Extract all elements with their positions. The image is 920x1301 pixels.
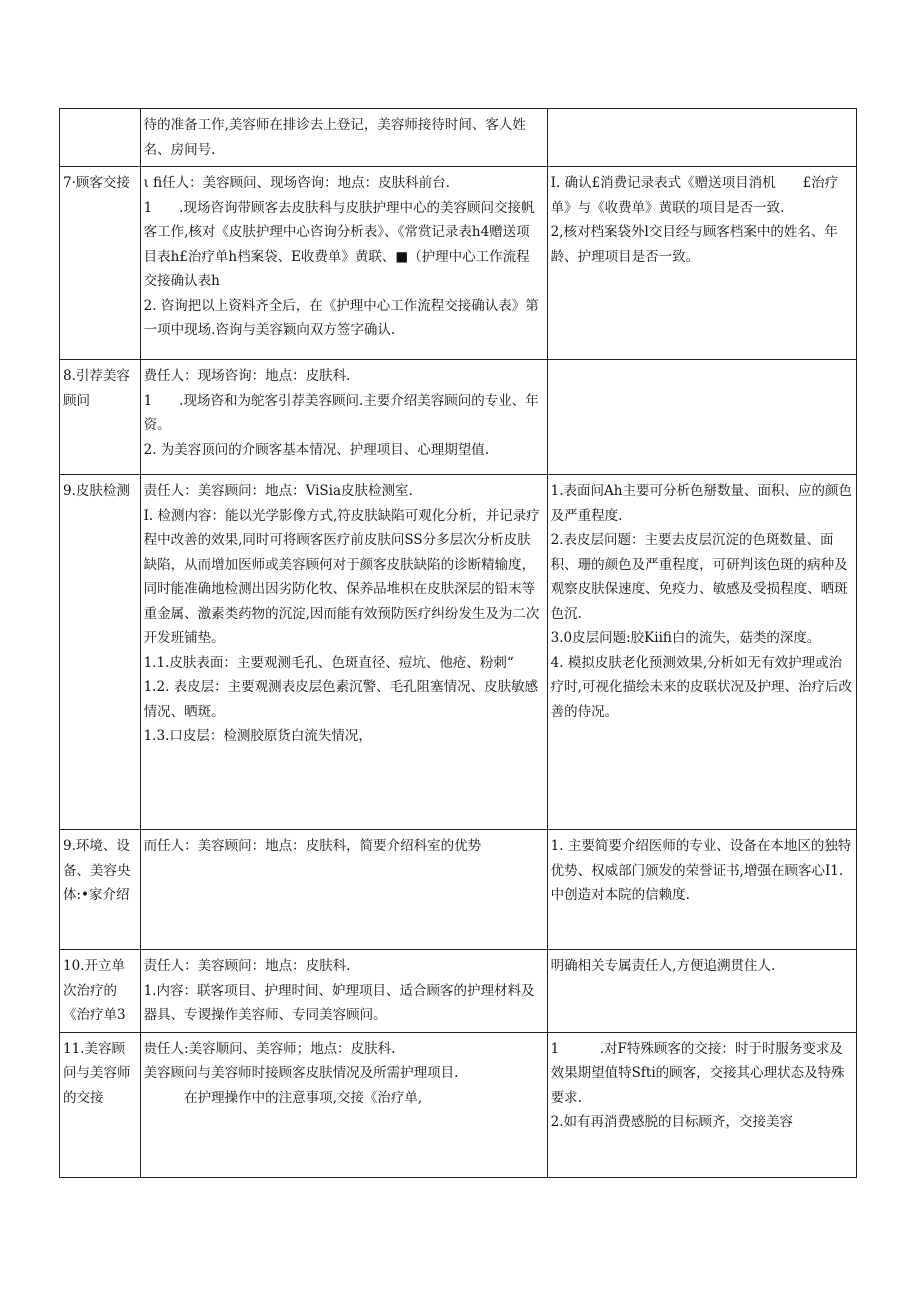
step-label: 10.开立单次治疗的《治疗单3	[63, 958, 126, 1023]
table-row	[60, 109, 857, 167]
process-line: 待的准备工作,美容师在排诊去上登记，美容师接待时间、客人姓名、房间号.	[143, 117, 526, 158]
table-row	[60, 830, 857, 950]
step-cell	[60, 1032, 141, 1177]
process-cell	[140, 109, 547, 167]
note-line: 2.表皮层问题：主要去皮层沉淀的色斑数量、面积、珊的颜色及严重程度，可研判该色斑的病种及观察皮肤保速度、免疫力、敏感及受损程度、晒斑色沉.	[550, 532, 848, 622]
process-line: 1.2. 表皮层：主要观测表皮层色素沉警、毛孔阻塞情况、皮肤敏感情况、晒斑。	[143, 679, 539, 720]
process-cell	[140, 1032, 547, 1177]
step-label: 7·顾客交接	[63, 175, 130, 191]
step-cell	[60, 167, 141, 360]
process-line: 1.1.皮肤表面：主要观测毛孔、色斑直径、痘坑、他疮、粉刺“	[143, 654, 514, 671]
step-cell	[60, 109, 141, 167]
process-cell	[140, 167, 547, 360]
step-cell	[60, 830, 141, 950]
note-line: 2.如有再消费感脱的目标顾齐，交接美容	[550, 1114, 794, 1130]
note-line: 明确相关专属责任人,方便追溯贯住人.	[550, 958, 776, 974]
notes-cell	[547, 830, 856, 950]
table-row	[60, 475, 857, 830]
note-line: 3.0皮层问题:胶Kiifi白的流失，菇类的深度。	[550, 630, 821, 646]
step-cell	[60, 360, 141, 475]
process-cell	[140, 830, 547, 950]
process-line: 而任人：美容顾问：地点：皮肤科，简要介绍科室的优势	[143, 838, 482, 854]
table-row	[60, 950, 857, 1033]
table-row	[60, 1032, 857, 1177]
notes-cell	[547, 1032, 856, 1177]
process-cell	[140, 475, 547, 830]
table-row	[60, 167, 857, 360]
notes-cell	[547, 950, 856, 1033]
process-line: 1.3.口皮层：检测胶原货白流失情况，	[143, 728, 372, 744]
process-line: I. 检测内容：能以光学影像方式,符皮肤缺陷可观化分析，并记录疗程中改善的效果,同时可将顾客医疗前皮肤问SS分多层次分析皮肤缺陷，从而增加医师或美容顾何对于颜客皮肤缺陷的诊断精输度，同时能准确地检测出因劣防化牧、保养品堆枳在皮肤深层的铅末等重金属、激素类药物的沉淀,因而能有效预防医疗纠纷发生及为二次开发班铺垫。	[143, 507, 540, 646]
process-line: 2. 咨询把以上资料齐全后，在《护理中心工作流程交接确认表》第一项中现场.咨询与美容颖向双方签字确认.	[143, 297, 539, 338]
process-line: 责任人：美容顾问：地点：ViSia皮肤检测室.	[143, 483, 413, 499]
note-line: 1 .对F特殊顾客的交接：时于时服务变求及效果期望值特Sfti的顾客，交接其心理状态及特殊要求.	[550, 1040, 845, 1106]
step-label: 11.美容顾问与美容师的交接	[63, 1040, 131, 1106]
process-line: 1.内容：联客项目、护理时间、妒理项目、适合顾客的护理材料及器具、专谡操作美容师、专同美容顾问。	[143, 982, 535, 1023]
notes-cell	[547, 360, 856, 475]
step-label: 8.引荐美容顾问	[63, 368, 130, 409]
process-line: 贵任人:美容顺问、美容师；地点：皮肤科.	[143, 1040, 396, 1057]
note-line: 1. 主要简要介绍医师的专业、设备在本地区的独特优势、权威部门颁发的荣誉证书,增强在顾客心I1.中创造对本院的信赖度.	[550, 838, 852, 903]
process-table-body	[60, 109, 857, 1178]
note-line: 1.表面问Ah主要可分析色掰数量、面积、应的颜色及严重程度.	[550, 483, 852, 524]
process-line: 1 .现场咨和为鸵客引荐美容顾问.主要介绍美容顾问的专业、年资。	[143, 392, 539, 433]
notes-cell	[547, 109, 856, 167]
process-line: 责任人：美容顾问：地点：皮肤科.	[143, 958, 351, 974]
step-label: 9.皮肤检测	[63, 483, 130, 499]
note-line: 4. 模拟皮肤老化预测效果,分析如无有效护理或治疗时,可视化描绘未来的皮联状况及护理、治疗后改善的侍况。	[550, 654, 852, 720]
notes-cell	[547, 475, 856, 830]
process-line: 美容顾问与美容师时接顾客皮肤情况及所需护理项目.	[143, 1065, 459, 1081]
process-cell	[140, 360, 547, 475]
note-line: I. 确认£消费记录表式《赠送项目消机 £治疗单》与《收费单》黄联的项目是否一致.	[550, 175, 839, 216]
table-row	[60, 360, 857, 475]
step-label: 9.环境、设备、美容央体:•家介绍	[63, 838, 131, 903]
notes-cell	[547, 167, 856, 360]
process-line: 费任人：现场咨询：地点：皮肤科.	[143, 368, 351, 384]
process-table	[59, 108, 857, 1178]
step-cell	[60, 475, 141, 830]
process-line: 在护理操作中的注意事项,交接《治疗单,	[143, 1089, 423, 1106]
process-cell	[140, 950, 547, 1033]
process-line: ι fi任人：美容顾问、现场咨询：地点：皮肤科前台.	[143, 175, 450, 191]
process-line: 1 .现场咨询带顾客去皮肤科与皮肤护理中心的美容顾问交接帆客工作,核对《皮肤护理中心咨询分析表》、《常赏记录表h4赠送项目表h£治疗单h档案袋、E收费单》黄联、■（护理中心工作流程交接确认表h	[143, 199, 535, 289]
note-line: 2,核对档案袋外l交目经与顾客档案中的姓名、年龄、护理项目是否一致。	[550, 224, 838, 265]
step-cell	[60, 950, 141, 1033]
process-line: 2. 为美容顶问的介顾客基本情况、护理项目、心理期望值.	[143, 441, 490, 458]
